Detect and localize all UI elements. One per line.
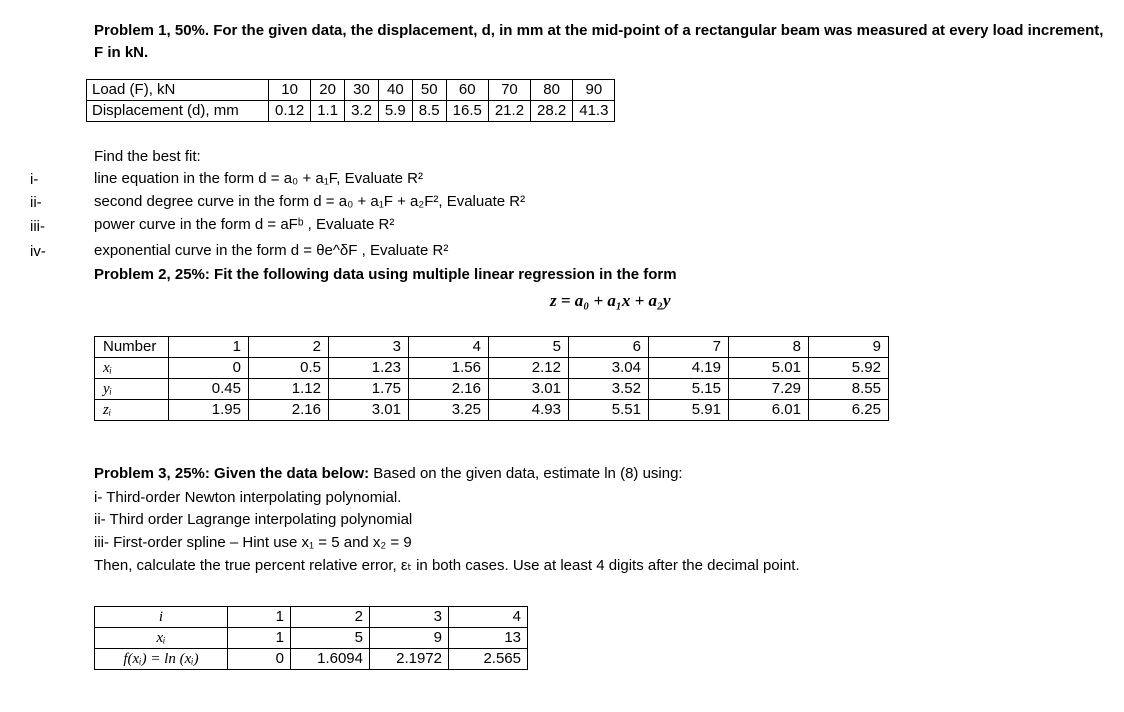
item-numeral: iv- xyxy=(30,243,46,260)
table-cell: 0.5 xyxy=(249,358,329,379)
item-numeral: ii- xyxy=(30,194,42,211)
table-cell: 13 xyxy=(449,628,528,649)
table-cell: 3.04 xyxy=(569,358,649,379)
table-cell: 70 xyxy=(488,80,530,101)
table-header-cell: 8 xyxy=(729,337,809,358)
table-row xyxy=(95,628,528,649)
problem3-item: i- Third-order Newton interpolating polynomial. xyxy=(94,489,402,506)
table-cell: 0 xyxy=(169,358,249,379)
fit-item-quadratic: second degree curve in the form d = a₀ + a₁F + a₂F², Evaluate R² xyxy=(94,193,526,210)
problem3-heading xyxy=(94,465,683,482)
find-best-fit-label: Find the best fit: xyxy=(94,148,201,165)
table-cell: 8.55 xyxy=(809,379,889,400)
table-cell: 3.25 xyxy=(409,400,489,421)
table-row xyxy=(87,101,615,122)
table-row-label: zᵢ xyxy=(95,400,169,421)
table-row-label: xᵢ xyxy=(95,628,228,649)
table-cell: 0 xyxy=(228,649,291,670)
table-cell: 28.2 xyxy=(531,101,573,122)
table-cell: 20 xyxy=(311,80,345,101)
table-row xyxy=(95,649,528,670)
table-row xyxy=(95,607,528,628)
table-cell: 5.92 xyxy=(809,358,889,379)
table-cell: 3 xyxy=(370,607,449,628)
table-row-label: xᵢ xyxy=(95,358,169,379)
table-cell: 41.3 xyxy=(573,101,615,122)
table-header-cell: 5 xyxy=(489,337,569,358)
table-cell: 30 xyxy=(345,80,379,101)
table-header-cell: 1 xyxy=(169,337,249,358)
table-row xyxy=(95,337,889,358)
table-cell: 4 xyxy=(449,607,528,628)
table-cell: 2.565 xyxy=(449,649,528,670)
table-header-cell: 7 xyxy=(649,337,729,358)
table-cell: 90 xyxy=(573,80,615,101)
problem3-heading-rest: Based on the given data, estimate ln (8) using: xyxy=(369,465,683,482)
table-cell: 6.01 xyxy=(729,400,809,421)
table-cell: 2.12 xyxy=(489,358,569,379)
table-header-cell: Number xyxy=(95,337,169,358)
table-cell: 4.19 xyxy=(649,358,729,379)
table-cell: 6.25 xyxy=(809,400,889,421)
table-header-cell: 4 xyxy=(409,337,489,358)
problem3-item: iii- First-order spline – Hint use x₁ = 5 and x₂ = 9 xyxy=(94,534,412,551)
item-numeral: i- xyxy=(30,171,39,188)
table-cell: 5.91 xyxy=(649,400,729,421)
problem2-table xyxy=(94,336,889,421)
table-cell: 1.6094 xyxy=(291,649,370,670)
table-cell: 2.1972 xyxy=(370,649,449,670)
table-cell: 1.1 xyxy=(311,101,345,122)
table-cell: 1.75 xyxy=(329,379,409,400)
table-header-cell: 6 xyxy=(569,337,649,358)
table-row xyxy=(87,80,615,101)
table-cell: 2.16 xyxy=(409,379,489,400)
table-cell: 9 xyxy=(370,628,449,649)
table-row-label: yᵢ xyxy=(95,379,169,400)
table-cell: 40 xyxy=(378,80,412,101)
table-cell: 1.12 xyxy=(249,379,329,400)
table-cell: 1 xyxy=(228,628,291,649)
table-cell: 10 xyxy=(269,80,311,101)
table-cell: 1.95 xyxy=(169,400,249,421)
problem1-heading: Problem 1, 50%. For the given data, the displacement, d, in mm at the mid-point of a rectangular beam was measured at every load increment, F in kN. xyxy=(94,22,1104,61)
table-header-cell: 2 xyxy=(249,337,329,358)
table-cell: 3.52 xyxy=(569,379,649,400)
problem3-item: ii- Third order Lagrange interpolating polynomial xyxy=(94,511,413,528)
table-cell: 5.51 xyxy=(569,400,649,421)
problem2-equation: z = a₀ + a₁x + a₂y xyxy=(550,291,671,310)
table-header-cell: 3 xyxy=(329,337,409,358)
table-cell: 5 xyxy=(291,628,370,649)
table-cell: 1.23 xyxy=(329,358,409,379)
table-cell: 2 xyxy=(291,607,370,628)
item-numeral: iii- xyxy=(30,218,45,235)
table-cell: 5.9 xyxy=(378,101,412,122)
table-cell: 21.2 xyxy=(488,101,530,122)
table-cell: 1 xyxy=(228,607,291,628)
table-cell: 5.01 xyxy=(729,358,809,379)
table-row-label: f(xᵢ) = ln (xᵢ) xyxy=(95,649,228,670)
table-row xyxy=(95,379,889,400)
table-row-label: i xyxy=(95,607,228,628)
problem2-heading: Problem 2, 25%: Fit the following data using multiple linear regression in the form xyxy=(94,266,677,283)
problem3-table xyxy=(94,606,528,670)
table-cell: 0.45 xyxy=(169,379,249,400)
table-cell: 50 xyxy=(412,80,446,101)
table-cell: 60 xyxy=(446,80,488,101)
table-row xyxy=(95,358,889,379)
table-cell: 4.93 xyxy=(489,400,569,421)
fit-item-exponential: exponential curve in the form d = θe^δF , Evaluate R² xyxy=(94,242,449,259)
table-cell: 8.5 xyxy=(412,101,446,122)
table-row-label: Load (F), kN xyxy=(87,80,269,101)
table-cell: 2.16 xyxy=(249,400,329,421)
table-cell: 3.01 xyxy=(489,379,569,400)
table-cell: 7.29 xyxy=(729,379,809,400)
table-row xyxy=(95,400,889,421)
problem1-table xyxy=(86,79,615,122)
table-cell: 1.56 xyxy=(409,358,489,379)
table-header-cell: 9 xyxy=(809,337,889,358)
table-cell: 5.15 xyxy=(649,379,729,400)
table-cell: 3.01 xyxy=(329,400,409,421)
fit-item-power: power curve in the form d = aFᵇ , Evaluate R² xyxy=(94,216,395,233)
table-cell: 16.5 xyxy=(446,101,488,122)
table-cell: 80 xyxy=(531,80,573,101)
problem3-heading-bold: Problem 3, 25%: Given the data below: xyxy=(94,465,370,482)
table-cell: 0.12 xyxy=(269,101,311,122)
table-row-label: Displacement (d), mm xyxy=(87,101,269,122)
problem3-closing: Then, calculate the true percent relative error, εₜ in both cases. Use at least 4 digits after the decimal point. xyxy=(94,557,800,574)
fit-item-line: line equation in the form d = a₀ + a₁F, Evaluate R² xyxy=(94,170,423,187)
table-cell: 3.2 xyxy=(345,101,379,122)
